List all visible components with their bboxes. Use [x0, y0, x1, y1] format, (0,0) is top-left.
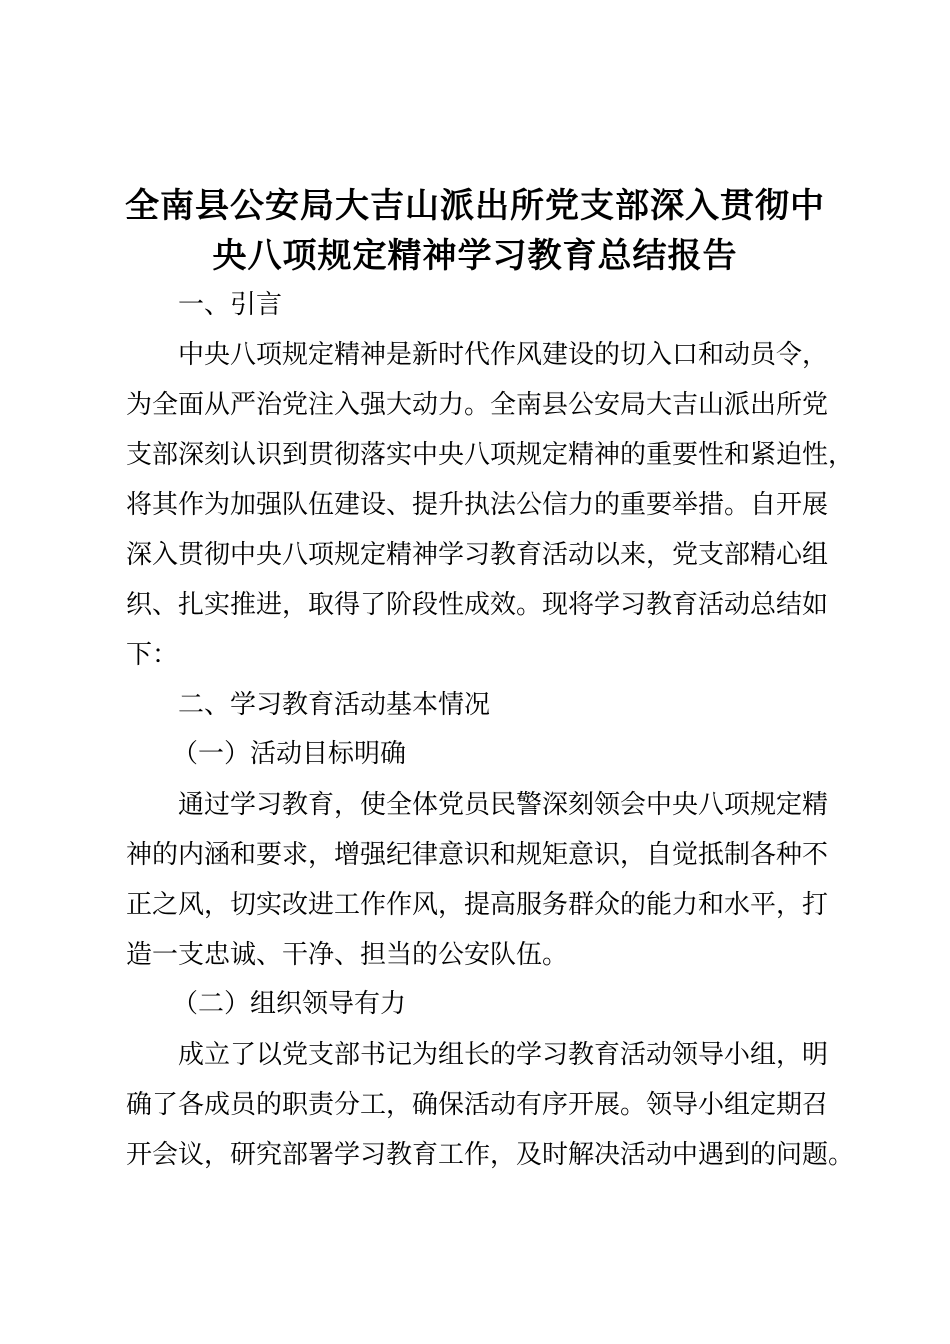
subsection-heading-leadership: （二）组织领导有力 — [172, 989, 407, 1019]
paragraph-line: 通过学习教育，使全体党员民警深刻领会中央八项规定精 — [178, 790, 829, 820]
paragraph-line: 将其作为加强队伍建设、提升执法公信力的重要举措。自开展 — [126, 490, 829, 520]
paragraph-line: 开会议，研究部署学习教育工作，及时解决活动中遇到的问题。 — [126, 1140, 855, 1170]
paragraph-line: 造一支忠诚、干净、担当的公安队伍。 — [126, 940, 569, 970]
document-title-line-1: 全南县公安局大吉山派出所党支部深入贯彻中 — [125, 186, 825, 226]
paragraph-line: 成立了以党支部书记为组长的学习教育活动领导小组，明 — [178, 1040, 829, 1070]
subsection-heading-goals: （一）活动目标明确 — [172, 739, 407, 769]
paragraph-line: 支部深刻认识到贯彻落实中央八项规定精神的重要性和紧迫性， — [126, 440, 855, 470]
document-title-line-2: 央八项规定精神学习教育总结报告 — [212, 236, 738, 276]
paragraph-line: 下： — [126, 640, 179, 670]
paragraph-line: 确了各成员的职责分工，确保活动有序开展。领导小组定期召 — [126, 1090, 829, 1120]
section-heading-introduction: 一、引言 — [178, 290, 283, 320]
paragraph-line: 深入贯彻中央八项规定精神学习教育活动以来，党支部精心组 — [126, 540, 829, 570]
paragraph-line: 正之风，切实改进工作作风，提高服务群众的能力和水平，打 — [126, 890, 829, 920]
paragraph-line: 织、扎实推进，取得了阶段性成效。现将学习教育活动总结如 — [126, 590, 829, 620]
paragraph-line: 神的内涵和要求，增强纪律意识和规矩意识，自觉抵制各种不 — [126, 840, 829, 870]
section-heading-basic-situation: 二、学习教育活动基本情况 — [178, 690, 491, 720]
paragraph-line: 中央八项规定精神是新时代作风建设的切入口和动员令， — [178, 340, 829, 370]
paragraph-line: 为全面从严治党注入强大动力。全南县公安局大吉山派出所党 — [126, 390, 829, 420]
